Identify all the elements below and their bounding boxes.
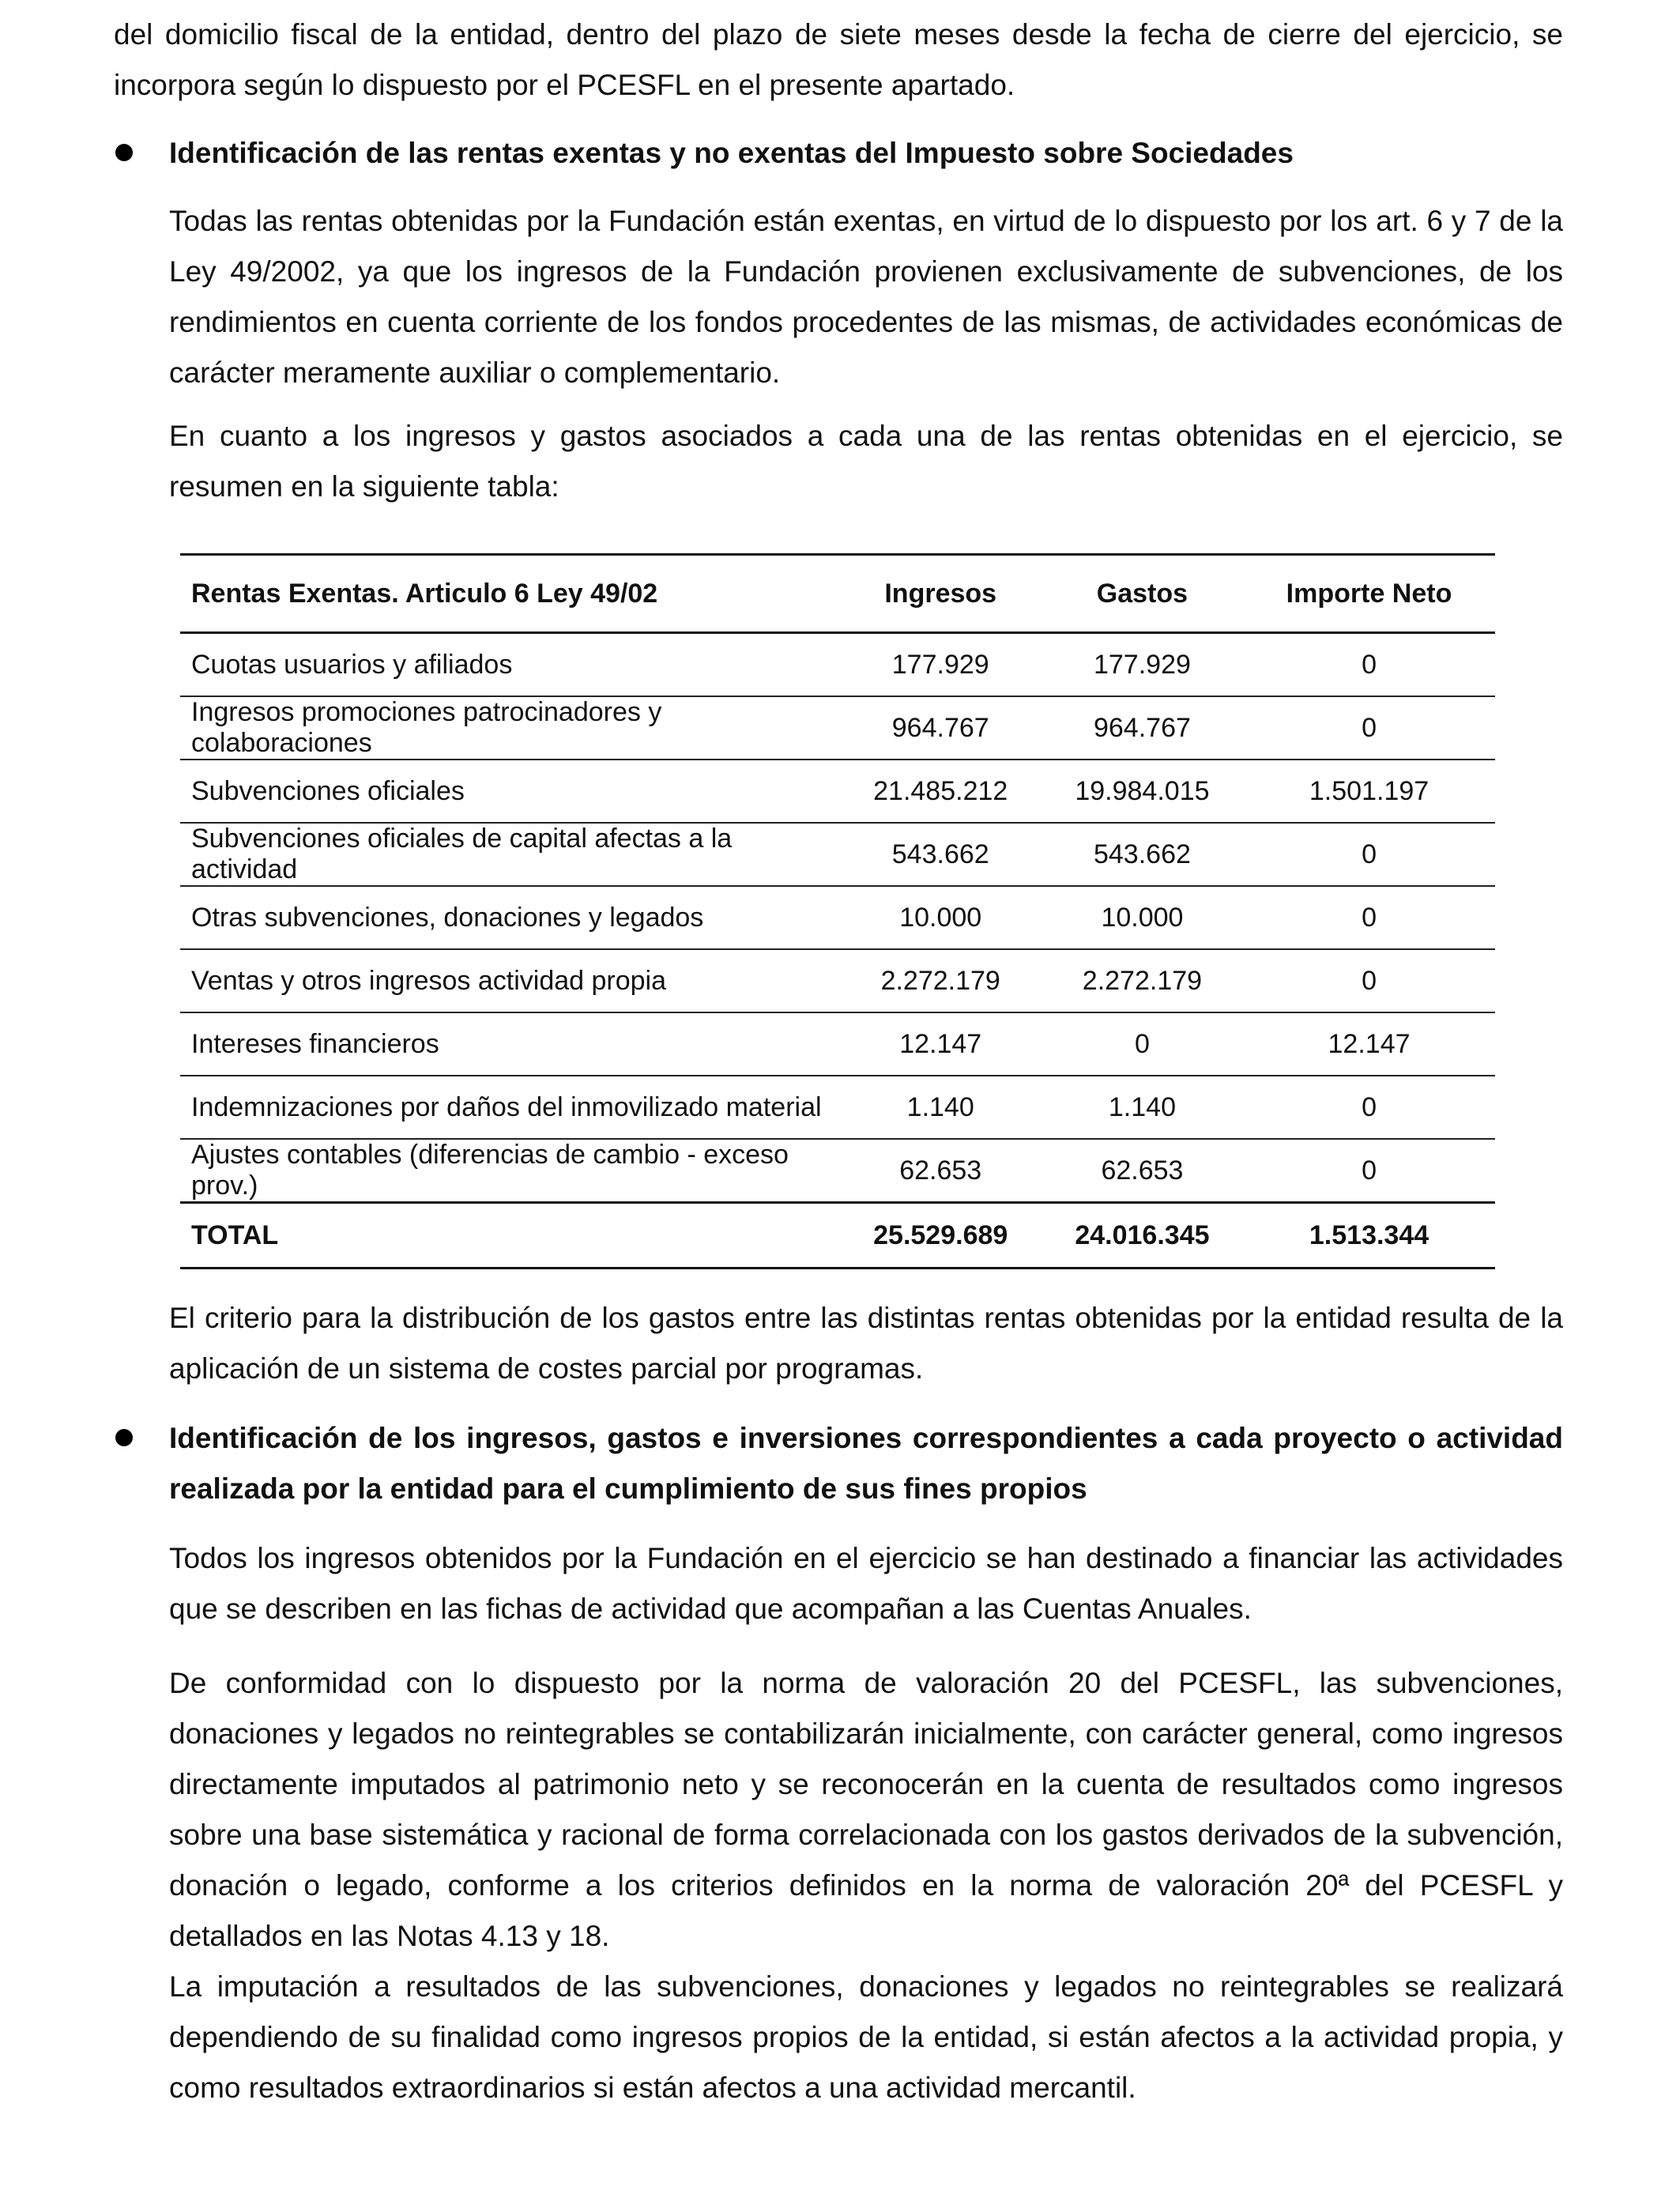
table-cell: Ventas y otros ingresos actividad propia — [180, 949, 840, 1012]
section2-paragraph: La imputación a resultados de las subvenciones, donaciones y legados no reintegrables se realizará dependiendo de su finalidad como ingresos propios de la entidad, si están afectos a la actividad propia, y como resultados extraordinarios si están afectos a una actividad mercantil. — [169, 1970, 1563, 2104]
table-cell: 0 — [1243, 633, 1495, 697]
table-cell: 1.140 — [1042, 1076, 1243, 1139]
section2-paragraph: Todos los ingresos obtenidos por la Fundación en el ejercicio se han destinado a financiar las actividades que se describen en las fichas de actividad que acompañan a las Cuentas Anuales. — [169, 1542, 1563, 1625]
table-cell: 10.000 — [1042, 886, 1243, 949]
table-cell: 177.929 — [1042, 633, 1243, 697]
table-cell: 964.767 — [1042, 696, 1243, 760]
table-cell: 2.272.179 — [840, 949, 1042, 1012]
table-cell: 543.662 — [1042, 823, 1243, 886]
table-total-row — [180, 1203, 1495, 1269]
table-cell: Subvenciones oficiales de capital afectas a la actividad — [180, 823, 840, 886]
table-row — [180, 633, 1495, 697]
table-cell: 964.767 — [840, 696, 1042, 760]
table-cell: 1.140 — [840, 1076, 1042, 1139]
section1-heading: Identificación de las rentas exentas y no exentas del Impuesto sobre Sociedades — [169, 137, 1294, 169]
table-row — [180, 823, 1495, 886]
table-cell: 1.501.197 — [1243, 760, 1495, 823]
section2-heading: Identificación de los ingresos, gastos e inversiones correspondientes a cada proyecto o actividad realizada por la entidad para el cumplimiento de sus fines propios — [169, 1422, 1563, 1505]
table-cell: 0 — [1042, 1012, 1243, 1076]
table-cell: Ingresos promociones patrocinadores y colaboraciones — [180, 696, 840, 760]
total-ingresos: 25.529.689 — [840, 1203, 1042, 1269]
table-row — [180, 949, 1495, 1012]
table-cell: 543.662 — [840, 823, 1042, 886]
table-row — [180, 1012, 1495, 1076]
table-cell: 0 — [1243, 823, 1495, 886]
total-importe-neto: 1.513.344 — [1243, 1203, 1495, 1269]
table-cell: 10.000 — [840, 886, 1042, 949]
table-cell: 21.485.212 — [840, 760, 1042, 823]
table-cell: 0 — [1243, 949, 1495, 1012]
rentas-exentas-table — [180, 553, 1495, 1269]
table-cell: 2.272.179 — [1042, 949, 1243, 1012]
column-header: Ingresos — [840, 555, 1042, 633]
table-cell: Cuotas usuarios y afiliados — [180, 633, 840, 697]
table-cell: 62.653 — [840, 1139, 1042, 1203]
table-cell: 12.147 — [840, 1012, 1042, 1076]
table-cell: Ajustes contables (diferencias de cambio - exceso prov.) — [180, 1139, 840, 1203]
column-header: Rentas Exentas. Articulo 6 Ley 49/02 — [180, 555, 840, 633]
section1-paragraph: En cuanto a los ingresos y gastos asociados a cada una de las rentas obtenidas en el ejercicio, se resumen en la siguiente tabla: — [169, 420, 1563, 503]
column-header: Importe Neto — [1243, 555, 1495, 633]
section1-paragraph: Todas las rentas obtenidas por la Fundación están exentas, en virtud de lo dispuesto por los art. 6 y 7 de la Ley 49/2002, ya que los ingresos de la Fundación provienen exclusivamente de subvenciones, de los rendimientos en cuenta corriente de los fondos procedentes de las mismas, de actividades económicas de carácter meramente auxiliar o complementario. — [169, 205, 1563, 389]
section2-paragraph: De conformidad con lo dispuesto por la norma de valoración 20 del PCESFL, las subvenciones, donaciones y legados no reintegrables se contabilizarán inicialmente, con carácter general, como ingresos directamente imputados al patrimonio neto y se reconocerán en la cuenta de resultados como ingresos sobre una base sistemática y racional de forma correlacionada con los gastos derivados de la subvención, donación o legado, conforme a los criterios definidos en la norma de valoración 20ª del PCESFL y detallados en las Notas 4.13 y 18. — [169, 1667, 1563, 1952]
table-row — [180, 760, 1495, 823]
table-header-row — [180, 555, 1495, 633]
table-cell: 0 — [1243, 696, 1495, 760]
table-row — [180, 886, 1495, 949]
column-header: Gastos — [1042, 555, 1243, 633]
top-paragraph: del domicilio fiscal de la entidad, dentro del plazo de siete meses desde la fecha de cierre del ejercicio, se incorpora según lo dispuesto por el PCESFL en el presente apartado. — [114, 18, 1563, 101]
total-gastos: 24.016.345 — [1042, 1203, 1243, 1269]
table-cell: Otras subvenciones, donaciones y legados — [180, 886, 840, 949]
table-cell: 62.653 — [1042, 1139, 1243, 1203]
table-cell: 19.984.015 — [1042, 760, 1243, 823]
table-cell: Indemnizaciones por daños del inmovilizado material — [180, 1076, 840, 1139]
table-row — [180, 1076, 1495, 1139]
table-cell: Intereses financieros — [180, 1012, 840, 1076]
after-table-paragraph: El criterio para la distribución de los gastos entre las distintas rentas obtenidas por la entidad resulta de la aplicación de un sistema de costes parcial por programas. — [169, 1302, 1563, 1385]
table-row — [180, 696, 1495, 760]
table-cell: 0 — [1243, 1139, 1495, 1203]
bullet-icon — [115, 1429, 133, 1446]
bullet-icon — [115, 144, 133, 161]
total-label: TOTAL — [180, 1203, 840, 1269]
table-cell: Subvenciones oficiales — [180, 760, 840, 823]
table-cell: 177.929 — [840, 633, 1042, 697]
table-cell: 0 — [1243, 886, 1495, 949]
table-row — [180, 1139, 1495, 1203]
table-cell: 0 — [1243, 1076, 1495, 1139]
table-cell: 12.147 — [1243, 1012, 1495, 1076]
